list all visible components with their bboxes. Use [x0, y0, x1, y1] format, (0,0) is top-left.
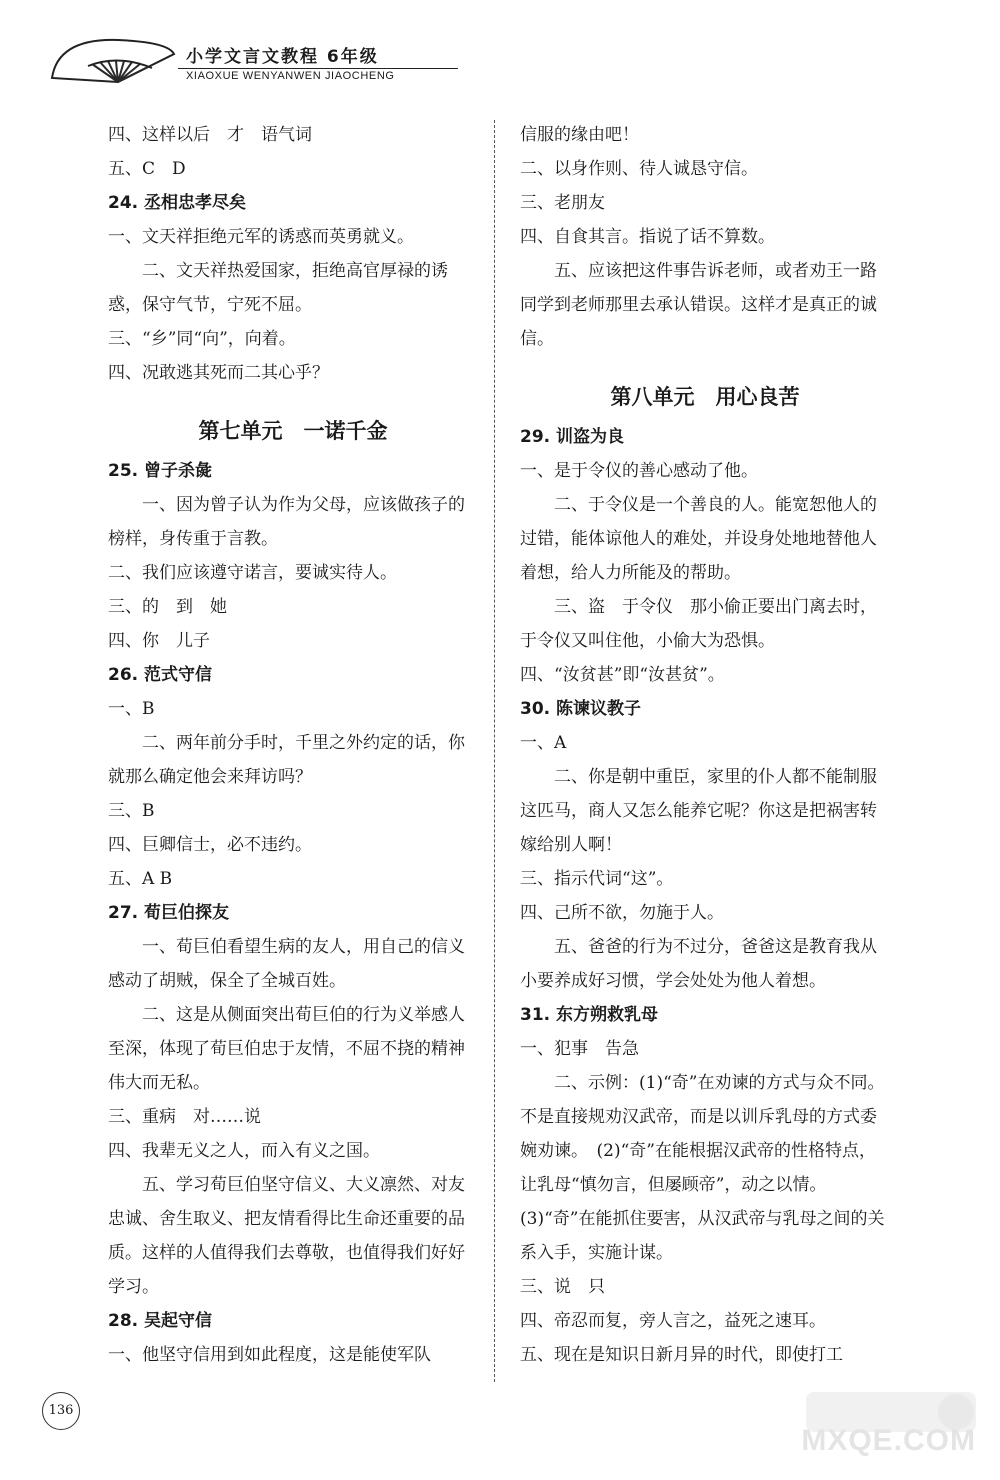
lesson-heading-26: 26. 范式守信: [108, 665, 213, 685]
answer-line: 五、爸爸的行为不过分，爸爸这是教育我从小要养成好习惯，学会处处为他人着想。: [520, 937, 877, 991]
answer-line: 三、重病 对……说: [108, 1107, 261, 1127]
answer-line: 二、于令仪是一个善良的人。能宽恕他人的过错，能体谅他人的难处，并设身处地地替他人着想，给人力所能及的帮助。: [520, 495, 877, 583]
answer-line: 一、是于令仪的善心感动了他。: [520, 461, 758, 481]
answer-line: 四、我辈无义之人，而入有义之国。: [108, 1141, 380, 1161]
lesson-heading-29: 29. 训盗为良: [520, 427, 625, 447]
watermark-logo: [786, 1388, 986, 1468]
watermark-text: MXQE.COM: [801, 1424, 976, 1457]
answer-line: 五、A B: [108, 869, 173, 889]
answer-line: 二、两年前分手时，千里之外约定的话，你就那么确定他会来拜访吗？: [108, 733, 465, 787]
answer-line: 四、己所不欲，勿施于人。: [520, 903, 724, 923]
lesson-heading-24: 24. 丞相忠孝尽矣: [108, 193, 247, 213]
answer-line: 四、巨卿信士，必不违约。: [108, 835, 312, 855]
header-rule: [178, 68, 458, 69]
answer-line: 一、因为曾子认为作为父母，应该做孩子的榜样，身传重于言教。: [108, 495, 465, 549]
answer-line: 一、犯事 告急: [520, 1039, 639, 1059]
fan-icon: [48, 34, 178, 86]
answer-line: 一、文天祥拒绝元军的诱惑而英勇就义。: [108, 227, 414, 247]
page-header: [40, 28, 460, 88]
answer-line: 二、你是朝中重臣，家里的仆人都不能制服这匹马，商人又怎么能养它呢？你这是把祸害转嫁给别人啊！: [520, 767, 877, 855]
answer-line: 五、学习荀巨伯坚守信义、大义凛然、对友忠诚、舍生取义、把友情看得比生命还重要的品质。这样的人值得我们去尊敬，也值得我们好好学习。: [108, 1175, 465, 1297]
answer-line: 一、B: [108, 699, 155, 719]
unit-heading-7: 第七单元 一诺千金: [198, 419, 388, 443]
left-column: [108, 118, 478, 1372]
answer-line: 四、这样以后 才 语气词: [108, 125, 312, 145]
column-divider: [494, 120, 495, 1382]
lesson-heading-27: 27. 荀巨伯探友: [108, 903, 230, 923]
answer-line: 四、帝忍而复，旁人言之，益死之速耳。: [520, 1311, 826, 1331]
answer-line: 信服的缘由吧！: [520, 125, 639, 145]
lesson-heading-28: 28. 吴起守信: [108, 1311, 213, 1331]
answer-line: 二、这是从侧面突出荀巨伯的行为义举感人至深，体现了荀巨伯忠于友情，不屈不挠的精神伟大而无私。: [108, 1005, 465, 1093]
book-title: 小学文言文教程 6年级: [186, 47, 379, 67]
answer-line: 四、自食其言。指说了话不算数。: [520, 227, 775, 247]
answer-line: 四、况敢逃其死而二其心乎？: [108, 363, 329, 383]
answer-line: 二、我们应该遵守诺言，要诚实待人。: [108, 563, 397, 583]
answer-line: 四、“汝贫甚”即“汝甚贫”。: [520, 665, 725, 685]
unit-heading-8: 第八单元 用心良苦: [610, 385, 800, 409]
answer-line: 三、指示代词“这”。: [520, 869, 674, 889]
answer-line: 三、盗 于令仪 那小偷正要出门离去时，于令仪又叫住他，小偷大为恐惧。: [520, 597, 877, 651]
page-number: 136: [42, 1392, 80, 1430]
answer-line: 三、B: [108, 801, 155, 821]
lesson-heading-25: 25. 曾子杀彘: [108, 461, 213, 481]
answer-line: 三、老朋友: [520, 193, 605, 213]
lesson-heading-31: 31. 东方朔救乳母: [520, 1005, 659, 1025]
answer-line: 二、以身作则、待人诚恳守信。: [520, 159, 758, 179]
answer-line: 一、荀巨伯看望生病的友人，用自己的信义感动了胡贼，保全了全城百姓。: [108, 937, 465, 991]
answer-line: 五、应该把这件事告诉老师，或者劝王一路同学到老师那里去承认错误。这样才是真正的诚信。: [520, 261, 877, 349]
answer-line: 二、文天祥热爱国家，拒绝高官厚禄的诱惑，保守气节，宁死不屈。: [108, 261, 448, 315]
answer-line: 一、他坚守信用到如此程度，这是能使军队: [108, 1345, 431, 1365]
answer-line: 三、的 到 她: [108, 597, 227, 617]
answer-line: 二、示例：(1)“奇”在劝谏的方式与众不同。不是直接规劝汉武帝，而是以训斥乳母的方式委婉劝谏。 (2)“奇”在能根据汉武帝的性格特点，让乳母“慎勿言，但屡顾帝”，动之以情。(3)“奇”在能抓住要害，从汉武帝与乳母之间的关系入手，实施计谋。: [520, 1073, 885, 1263]
answer-line: 三、“乡”同“向”，向着。: [108, 329, 296, 349]
book-subtitle: XIAOXUE WENYANWEN JIAOCHENG: [186, 70, 395, 82]
answer-line: 五、现在是知识日新月异的时代，即使打工: [520, 1345, 843, 1365]
answer-line: 一、A: [520, 733, 567, 753]
answer-line: 三、说 只: [520, 1277, 605, 1297]
answer-line: 五、C D: [108, 159, 186, 179]
right-column: [520, 118, 890, 1372]
lesson-heading-30: 30. 陈谏议教子: [520, 699, 642, 719]
answer-line: 四、你 儿子: [108, 631, 210, 651]
